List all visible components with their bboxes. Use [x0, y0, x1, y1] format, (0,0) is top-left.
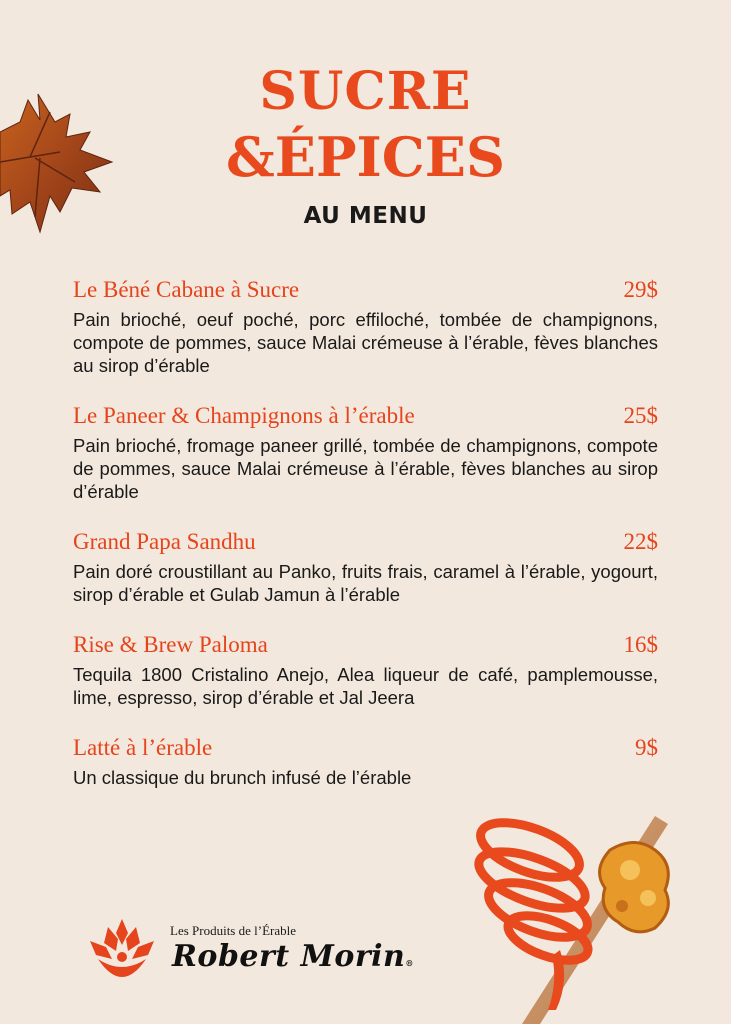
brand-title-line-2: &ÉPICES: [226, 125, 505, 189]
menu-item-name: Le Paneer & Champignons à l’érable: [73, 403, 415, 428]
menu-item-name: Latté à l’érable: [73, 735, 213, 760]
lotus-logo-icon: [84, 915, 160, 979]
menu-list: [73, 275, 658, 813]
menu-item-price: 29$: [623, 277, 658, 302]
menu-item: [73, 630, 658, 709]
menu-item-name: Rise & Brew Paloma: [73, 632, 268, 657]
honey-dipper-icon: [460, 810, 700, 1024]
menu-item: [73, 401, 658, 503]
logo-tagline: Les Produits de l’Érable: [170, 923, 296, 938]
menu-subtitle: AU MENU: [303, 203, 428, 229]
menu-item-name: Grand Papa Sandhu: [73, 529, 256, 554]
logo-wordmark: Robert Morin®: [172, 939, 414, 974]
menu-item-description: Pain brioché, fromage paneer grillé, tombée de champignons, compote de pommes, sauce Malai crémeuse à l’érable, fèves blanches au sirop d’érable: [73, 435, 658, 502]
menu-item-description: Pain brioché, oeuf poché, porc effiloché, tombée de champignons, compote de pommes, sauce Malai crémeuse à l’érable, fèves blanches au sirop d’érable: [73, 309, 658, 376]
menu-item: [73, 275, 658, 377]
brand-title-line-1: SUCRE: [259, 61, 472, 122]
menu-item-price: 22$: [623, 529, 658, 554]
menu-item-price: 9$: [635, 735, 658, 760]
menu-item-name: Le Béné Cabane à Sucre: [73, 277, 300, 302]
menu-item-description: Pain doré croustillant au Panko, fruits frais, caramel à l’érable, yogourt, sirop d’érable et Gulab Jamun à l’érable: [73, 561, 658, 605]
menu-item-price: 25$: [623, 403, 658, 428]
menu-item-description: Un classique du brunch infusé de l’érable: [73, 767, 412, 788]
menu-item: [73, 733, 658, 789]
menu-item-description: Tequila 1800 Cristalino Anejo, Alea liqueur de café, pamplemousse, lime, espresso, sirop d’érable et Jal Jeera: [73, 664, 658, 708]
menu-item: [73, 527, 658, 606]
menu-item-price: 16$: [623, 632, 658, 657]
